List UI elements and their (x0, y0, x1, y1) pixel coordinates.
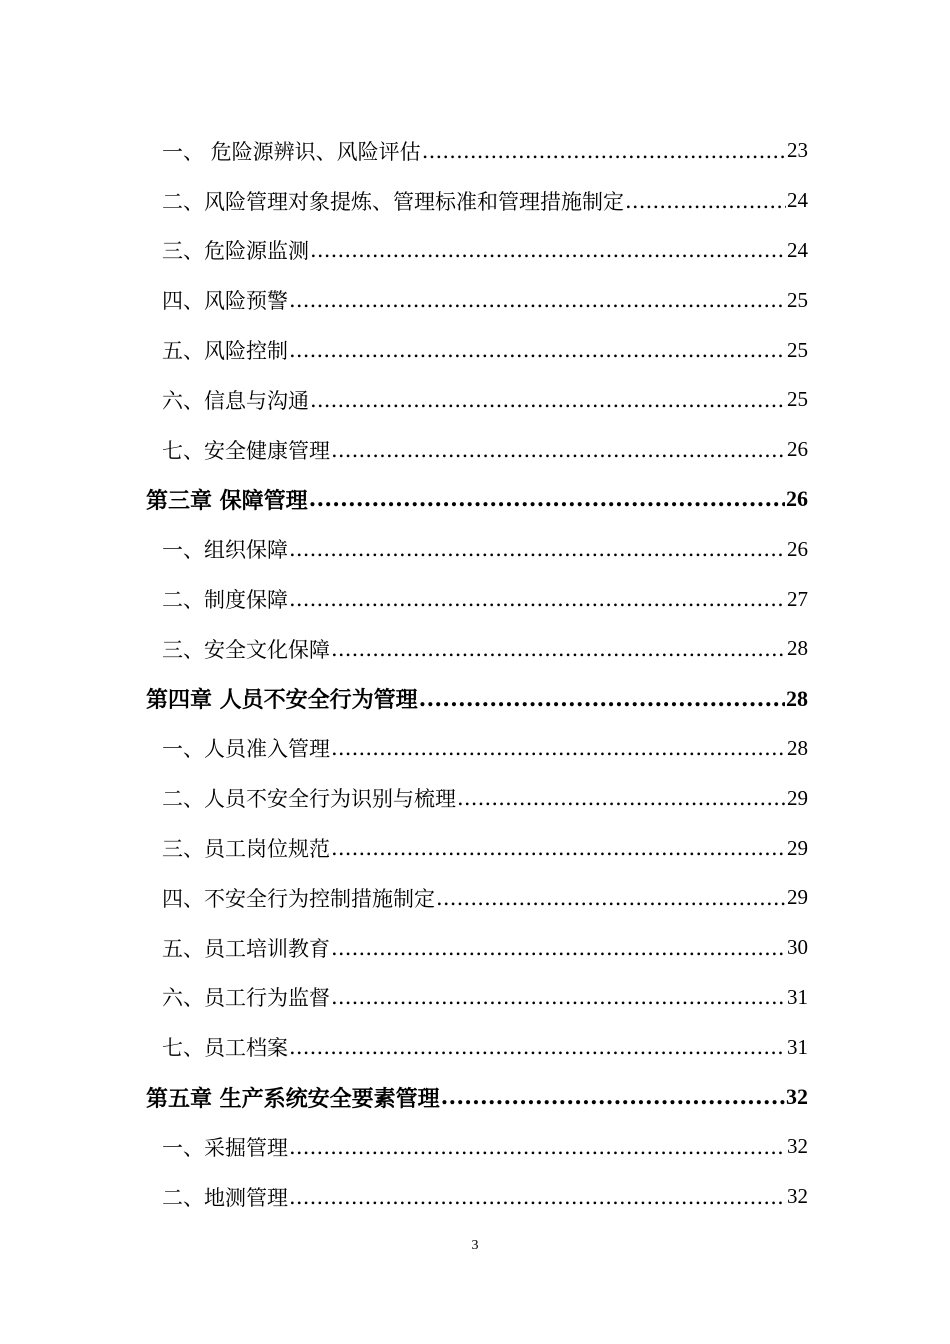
toc-entry[interactable] (146, 226, 808, 276)
toc-entry[interactable] (146, 1172, 808, 1222)
toc-leader-dots (289, 1035, 786, 1059)
toc-leader-dots (289, 1185, 786, 1209)
toc-entry[interactable] (146, 524, 808, 574)
toc-leader-dots (310, 238, 786, 262)
toc-entry[interactable] (146, 1122, 808, 1172)
toc-chapter-entry[interactable] (146, 475, 808, 525)
toc-entry-label: 二、风险管理对象提炼、管理标准和管理措施制定 (162, 189, 624, 214)
toc-entry[interactable] (146, 126, 808, 176)
toc-entry-page: 28 (787, 636, 808, 661)
toc-entry-label: 六、员工行为监督 (162, 986, 330, 1011)
toc-entry-page: 28 (787, 735, 808, 760)
toc-entry[interactable] (146, 923, 808, 973)
toc-entry-label: 五、风险控制 (162, 339, 288, 364)
table-of-contents (146, 126, 808, 1222)
toc-entry-label: 三、安全文化保障 (162, 637, 330, 662)
toc-leader-dots (289, 1135, 786, 1159)
toc-entry-label: 二、人员不安全行为识别与梳理 (162, 787, 456, 812)
toc-entry[interactable] (146, 275, 808, 325)
toc-entry-page: 32 (787, 1134, 808, 1159)
toc-entry-page: 25 (787, 387, 808, 412)
toc-entry[interactable] (146, 624, 808, 674)
toc-entry-page: 29 (787, 835, 808, 860)
toc-entry-page: 25 (787, 287, 808, 312)
toc-entry-label: 一、组织保障 (162, 538, 288, 563)
toc-entry-page: 29 (787, 885, 808, 910)
toc-entry-page: 25 (787, 337, 808, 362)
toc-leader-dots (331, 438, 786, 462)
toc-entry-label: 六、信息与沟通 (162, 388, 309, 413)
toc-entry-page: 27 (787, 586, 808, 611)
toc-entry[interactable] (146, 176, 808, 226)
toc-entry-label: 一、采掘管理 (162, 1135, 288, 1160)
toc-leader-dots (289, 288, 786, 312)
toc-entry-page: 24 (787, 188, 808, 213)
toc-entry-page: 32 (787, 1184, 808, 1209)
toc-entry-label: 三、员工岗位规范 (162, 837, 330, 862)
toc-leader-dots (331, 936, 786, 960)
toc-chapter-label: 第三章 保障管理 (146, 487, 308, 514)
toc-entry-label: 二、制度保障 (162, 588, 288, 613)
toc-leader-dots (331, 985, 786, 1009)
toc-leader-dots (331, 836, 786, 860)
toc-entry[interactable] (146, 1022, 808, 1072)
toc-entry[interactable] (146, 823, 808, 873)
toc-leader-dots (331, 637, 786, 661)
toc-entry[interactable] (146, 425, 808, 475)
toc-entry-page: 30 (787, 935, 808, 960)
toc-entry-page: 26 (787, 437, 808, 462)
toc-entry[interactable] (146, 973, 808, 1023)
toc-chapter-label: 第四章 人员不安全行为管理 (146, 687, 418, 714)
toc-entry[interactable] (146, 375, 808, 425)
toc-leader-dots (625, 189, 786, 213)
toc-entry[interactable] (146, 325, 808, 375)
toc-entry-label: 七、安全健康管理 (162, 438, 330, 463)
toc-entry[interactable] (146, 773, 808, 823)
toc-entry-label: 一、人员准入管理 (162, 737, 330, 762)
toc-leader-dots (289, 537, 786, 561)
toc-entry-label: 四、不安全行为控制措施制定 (162, 886, 435, 911)
toc-entry-label: 二、地测管理 (162, 1185, 288, 1210)
toc-entry-page: 29 (787, 785, 808, 810)
toc-entry-label: 七、员工档案 (162, 1036, 288, 1061)
toc-entry-page: 31 (787, 1034, 808, 1059)
toc-chapter-entry[interactable] (146, 1072, 808, 1122)
toc-entry-label: 三、危险源监测 (162, 239, 309, 264)
toc-leader-dots (436, 886, 786, 910)
toc-leader-dots (422, 139, 786, 163)
toc-entry[interactable] (146, 574, 808, 624)
toc-leader-dots (289, 587, 786, 611)
toc-leader-dots (441, 1084, 785, 1110)
toc-entry-page: 31 (787, 984, 808, 1009)
toc-entry-label: 四、风险预警 (162, 289, 288, 314)
toc-entry-page: 24 (787, 237, 808, 262)
toc-entry[interactable] (146, 724, 808, 774)
page-number: 3 (471, 1238, 479, 1253)
toc-leader-dots (457, 786, 786, 810)
toc-chapter-page: 32 (786, 1084, 808, 1110)
toc-chapter-entry[interactable] (146, 674, 808, 724)
toc-entry[interactable] (146, 873, 808, 923)
toc-entry-label: 五、员工培训教育 (162, 936, 330, 961)
toc-chapter-label: 第五章 生产系统安全要素管理 (146, 1085, 440, 1112)
toc-leader-dots (289, 338, 786, 362)
toc-leader-dots (331, 736, 786, 760)
toc-leader-dots (309, 486, 785, 512)
toc-chapter-page: 28 (786, 685, 808, 711)
toc-leader-dots (310, 388, 786, 412)
toc-entry-label: 一、 危险源辨识、风险评估 (162, 139, 421, 164)
toc-entry-page: 23 (787, 138, 808, 163)
toc-leader-dots (419, 686, 785, 712)
toc-chapter-page: 26 (786, 486, 808, 512)
toc-entry-page: 26 (787, 536, 808, 561)
